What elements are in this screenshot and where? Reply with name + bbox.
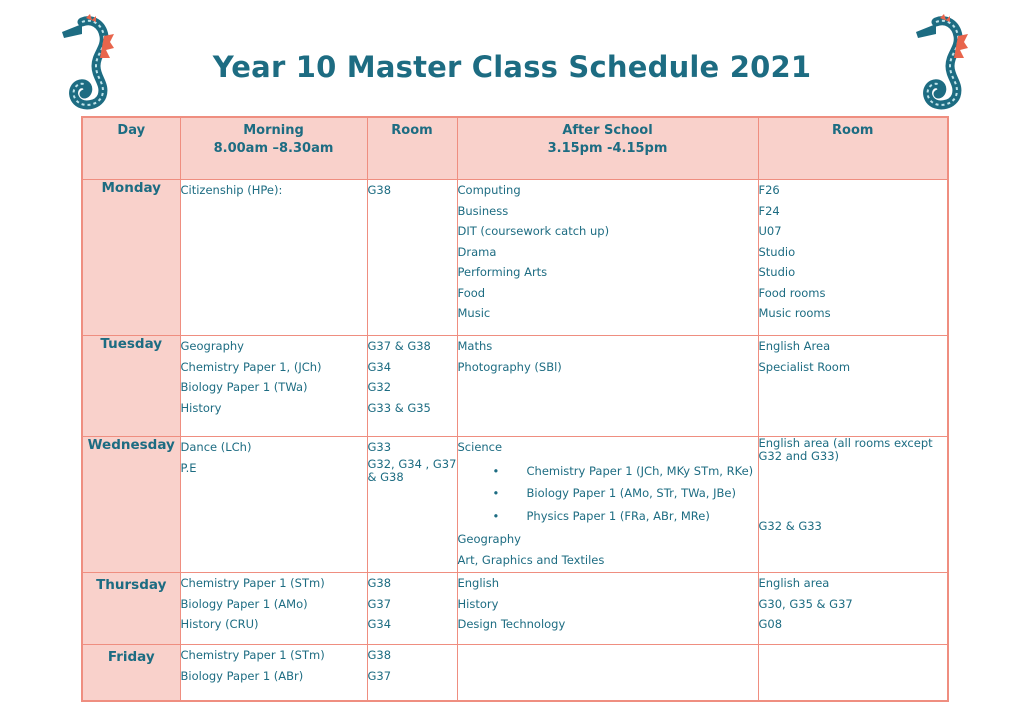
morning-room-cell [367, 645, 457, 701]
after-item: Design Technology [457, 617, 566, 631]
room-item: F26 [758, 183, 780, 197]
after-room-cell [758, 336, 948, 437]
room-item: G33 & G35 [367, 400, 431, 415]
morning-item: Biology Paper 1 (ABr) [180, 668, 304, 683]
morning-item: Chemistry Paper 1, (JCh) [180, 359, 322, 374]
morning-room-cell [367, 573, 457, 645]
schedule-table [81, 116, 949, 702]
morning-room-cell [367, 180, 457, 336]
after-room-cell [758, 645, 948, 701]
room-item: Food rooms [758, 285, 826, 300]
room-item: G37 & G38 [367, 339, 431, 353]
room-item: G38 [367, 576, 392, 590]
room-item: Studio [758, 265, 796, 279]
after-item: Geography [457, 532, 521, 546]
room-item: G30, G35 & G37 [758, 596, 853, 611]
list-item: • Chemistry Paper 1 (JCh, MKy STm, RKe) [458, 460, 758, 483]
room-item: G32, G34 , G37 & G38 [367, 456, 457, 484]
room-item: English area [758, 576, 830, 590]
table-row [82, 437, 948, 573]
after-item: Music [457, 306, 491, 320]
bullet-icon: • [492, 486, 500, 500]
day-label: Tuesday [82, 336, 180, 437]
after-item: Art, Graphics and Textiles [457, 552, 605, 567]
after-cell [457, 645, 758, 701]
room-item: G37 [367, 596, 392, 611]
header-morning: Morning 8.00am –8.30am [180, 117, 367, 180]
room-item: G38 [367, 183, 392, 197]
room-item: Specialist Room [758, 359, 851, 374]
morning-item: History [180, 400, 222, 415]
header-after-school: After School 3.15pm -4.15pm [457, 117, 758, 180]
room-item: G34 [367, 617, 392, 631]
room-item: F24 [758, 203, 780, 218]
after-cell [457, 336, 758, 437]
header-day: Day [82, 117, 180, 180]
science-list [458, 460, 758, 528]
after-room-cell [758, 180, 948, 336]
after-item: DIT (coursework catch up) [457, 224, 610, 238]
morning-cell [180, 573, 367, 645]
morning-item: Chemistry Paper 1 (STm) [180, 576, 325, 590]
after-item: Business [457, 203, 509, 218]
bullet-icon: • [492, 508, 500, 523]
room-item: English area (all rooms except G32 and G33) [758, 436, 933, 463]
day-label: Wednesday [82, 437, 180, 573]
morning-item: Biology Paper 1 (TWa) [180, 380, 308, 394]
morning-cell [180, 437, 367, 573]
room-item: G38 [367, 648, 392, 662]
morning-item: Chemistry Paper 1 (STm) [180, 648, 325, 662]
morning-item: Dance (LCh) [180, 440, 252, 454]
room-item: G32 [367, 380, 392, 394]
morning-item: History (CRU) [180, 617, 259, 631]
list-item: • Physics Paper 1 (FRa, ABr, MRe) [458, 505, 758, 528]
table-row [82, 573, 948, 645]
list-item: • Biology Paper 1 (AMo, STr, TWa, JBe) [458, 482, 758, 505]
morning-room-cell [367, 437, 457, 573]
after-item: Food [457, 285, 486, 300]
room-item: G37 [367, 668, 392, 683]
morning-cell [180, 645, 367, 701]
after-item: English [457, 576, 500, 590]
day-label: Friday [82, 645, 180, 701]
after-room-cell [758, 437, 948, 573]
morning-item: Citizenship (HPe): [180, 183, 283, 197]
morning-cell [180, 180, 367, 336]
after-cell [457, 180, 758, 336]
after-item: Science [457, 440, 503, 454]
room-item: Studio [758, 244, 796, 259]
day-label: Thursday [82, 573, 180, 645]
morning-item: P.E [180, 460, 197, 475]
room-item: G33 [367, 440, 392, 454]
table-row [82, 645, 948, 701]
after-item: History [457, 596, 499, 611]
morning-item: Geography [180, 339, 244, 353]
bullet-icon: • [492, 463, 500, 478]
morning-item: Biology Paper 1 (AMo) [180, 596, 308, 611]
after-item: Performing Arts [457, 265, 548, 279]
table-row [82, 180, 948, 336]
after-item: Photography (SBl) [457, 359, 562, 374]
morning-room-cell [367, 336, 457, 437]
morning-cell [180, 336, 367, 437]
after-cell [457, 573, 758, 645]
room-item: G32 & G33 [758, 519, 822, 533]
header-room-morning: Room [367, 117, 457, 180]
room-item: English Area [758, 339, 831, 353]
room-item: G08 [758, 617, 783, 631]
header-row [82, 117, 948, 180]
after-cell [457, 437, 758, 573]
day-label: Monday [82, 180, 180, 336]
after-item: Computing [457, 183, 521, 197]
after-item: Drama [457, 244, 497, 259]
after-room-cell [758, 573, 948, 645]
room-item: G34 [367, 359, 392, 374]
page-title: Year 10 Master Class Schedule 2021 [212, 50, 812, 84]
table-row [82, 336, 948, 437]
header-room-after: Room [758, 117, 948, 180]
room-item: U07 [758, 224, 782, 238]
room-item: Music rooms [758, 306, 831, 320]
after-item: Maths [457, 339, 493, 353]
